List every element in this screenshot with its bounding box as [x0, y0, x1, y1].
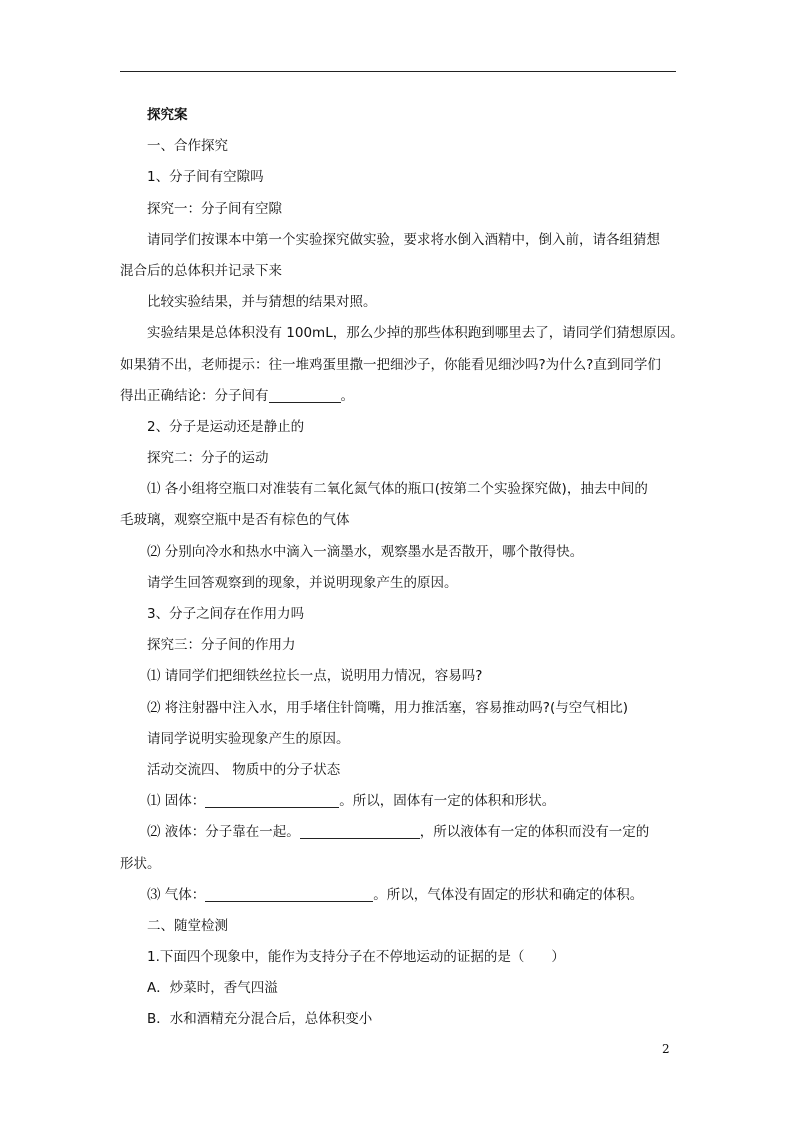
explore-title: 探究二：分子的运动	[147, 450, 269, 467]
page-content	[120, 100, 684, 1036]
list-item: ⑴ 各小组将空瓶口对准装有二氧化氮气体的瓶口(按第二个实验探究做)，抽去中间的	[147, 481, 648, 498]
question-title: 1、分子间有空隙吗	[147, 169, 264, 186]
text: ，所以液体有一定的体积而没有一定的	[419, 824, 650, 841]
paragraph: 请学生回答观察到的现象，并说明现象产生的原因。	[147, 574, 458, 591]
page-number: 2	[662, 1042, 670, 1056]
explore-title: 探究三：分子间的作用力	[147, 637, 296, 654]
header-rule	[120, 71, 676, 72]
state-liquid-continued: 形状。	[120, 855, 161, 872]
question-title: 3、分子之间存在作用力吗	[147, 606, 305, 622]
paragraph: 比较实验结果，并与猜想的结果对照。	[147, 294, 377, 311]
paragraph-continued: 如果猜不出，老师提示：往一堆鸡蛋里撒一把细沙子，你能看见细沙吗?为什么?直到同学们	[120, 356, 661, 373]
activity-title: 活动交流四、 物质中的分子状态	[147, 761, 341, 778]
fill-blank	[205, 887, 373, 902]
state-solid	[120, 786, 680, 817]
list-item-continued: 毛玻璃，观察空瓶中是否有棕色的气体	[120, 512, 350, 529]
text: 。所以，气体没有固定的形状和确定的体积。	[373, 886, 644, 903]
paragraph-continued: 混合后的总体积并记录下来	[120, 262, 282, 279]
section-title: 一、合作探究	[147, 138, 228, 155]
list-item: ⑵ 分别向冷水和热水中滴入一滴墨水，观察墨水是否散开，哪个散得快。	[147, 543, 584, 560]
text: ⑴ 固体：	[147, 793, 206, 810]
paragraph: 请同学说明实验现象产生的原因。	[147, 730, 350, 747]
fill-blank	[300, 824, 420, 839]
list-item: ⑵ 将注射器中注入水，用手堵住针筒嘴，用力推活塞，容易推动吗?(与空气相比)	[147, 699, 628, 716]
text: 。	[340, 387, 354, 404]
list-item: ⑴ 请同学们把细铁丝拉长一点，说明用力情况，容易吗?	[147, 668, 483, 685]
fill-blank	[269, 388, 341, 403]
section-heading: 探究案	[147, 107, 188, 123]
question-title: 2、分子是运动还是静止的	[147, 418, 305, 435]
section-title: 二、随堂检测	[147, 917, 228, 934]
text: ⑵ 液体：分子靠在一起。	[147, 824, 300, 841]
paragraph-continued	[120, 381, 680, 412]
state-liquid	[120, 817, 680, 848]
test-option-b: B．水和酒精充分混合后，总体积变小	[147, 1011, 373, 1028]
paragraph: 请同学们按课本中第一个实验探究做实验，要求将水倒入酒精中，倒入前，请各组猜想	[147, 231, 660, 248]
explore-title: 探究一：分子间有空隙	[147, 200, 282, 217]
text: 。所以，固体有一定的体积和形状。	[339, 793, 556, 810]
test-option-a: A．炒菜时，香气四溢	[147, 980, 278, 997]
test-question: 1.下面四个现象中，能作为支持分子在不停地运动的证据的是（ ）	[147, 949, 565, 966]
text: 得出正确结论：分子间有	[120, 387, 269, 404]
paragraph: 实验结果是总体积没有 100mL，那么少掉的那些体积跑到哪里去了，请同学们猜想原因。	[147, 325, 684, 342]
text: ⑶ 气体：	[147, 886, 206, 903]
fill-blank	[205, 793, 339, 808]
state-gas	[120, 880, 680, 911]
